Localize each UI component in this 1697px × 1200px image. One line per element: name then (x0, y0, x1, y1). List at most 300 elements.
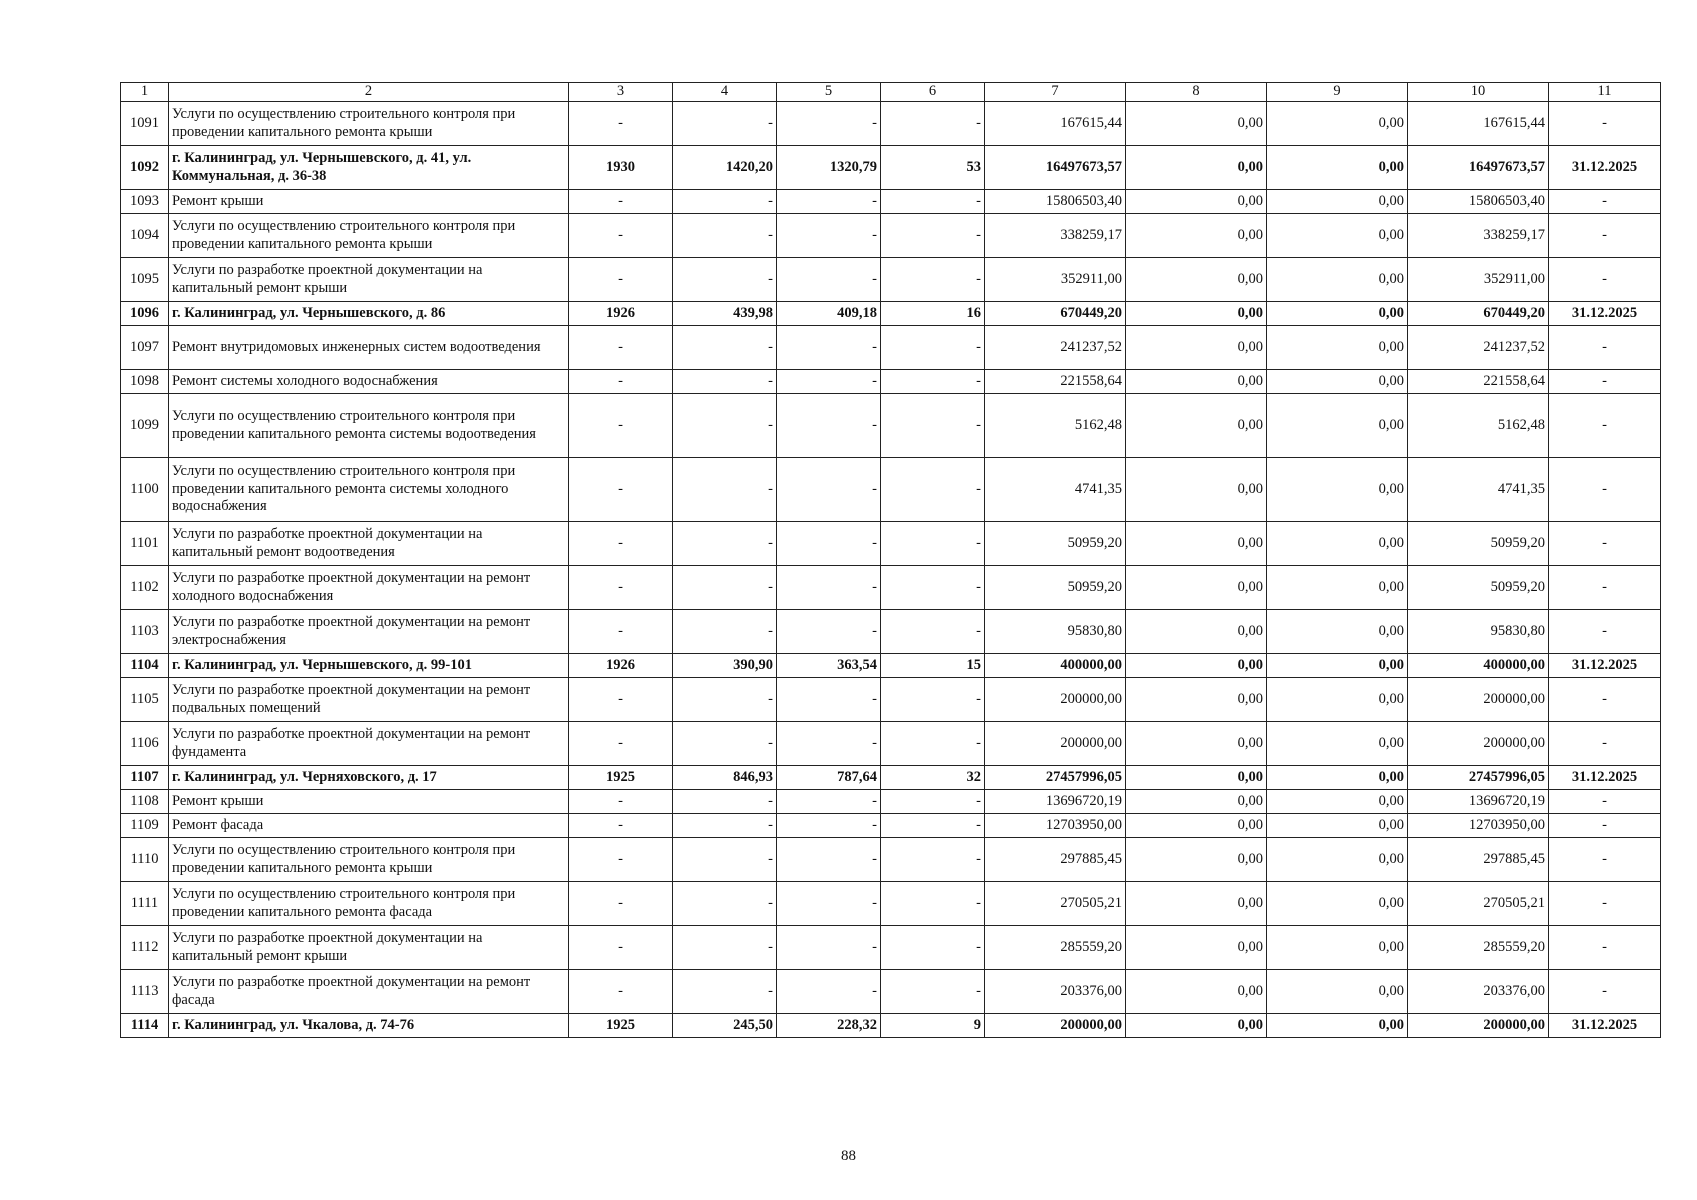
work-item-row (121, 790, 1661, 814)
residential-area-cell: - (777, 678, 881, 722)
work-item-row (121, 722, 1661, 766)
residents-count-cell: - (881, 790, 985, 814)
residential-area-cell: - (777, 970, 881, 1014)
budget-cost-cell: 0,00 (1267, 370, 1408, 394)
row-description-cell: Услуги по осуществлению строительного контроля при проведении капитального ремонта крыши (169, 214, 569, 258)
fund-cost-cell: 0,00 (1126, 1014, 1267, 1038)
total-area-cell: 390,90 (673, 654, 777, 678)
residential-area-cell: - (777, 394, 881, 458)
total-area-cell: - (673, 190, 777, 214)
row-description-cell: г. Калининград, ул. Черняховского, д. 17 (169, 766, 569, 790)
year-built-cell: - (569, 214, 673, 258)
completion-date-cell: - (1549, 458, 1661, 522)
residents-count-cell: - (881, 214, 985, 258)
row-number-cell: 1092 (121, 146, 169, 190)
fund-cost-cell: 0,00 (1126, 326, 1267, 370)
work-item-row (121, 214, 1661, 258)
owners-cost-cell: 338259,17 (1408, 214, 1549, 258)
row-number-cell: 1100 (121, 458, 169, 522)
column-header: 3 (569, 83, 673, 102)
row-description-cell: Услуги по разработке проектной документации на ремонт подвальных помещений (169, 678, 569, 722)
completion-date-cell: - (1549, 926, 1661, 970)
capital-repair-table (120, 82, 1661, 1038)
work-item-row (121, 882, 1661, 926)
budget-cost-cell: 0,00 (1267, 394, 1408, 458)
total-cost-cell: 241237,52 (985, 326, 1126, 370)
total-area-cell: - (673, 258, 777, 302)
residents-count-cell: 15 (881, 654, 985, 678)
year-built-cell: - (569, 678, 673, 722)
residential-area-cell: 787,64 (777, 766, 881, 790)
column-header: 6 (881, 83, 985, 102)
table-header-row (121, 83, 1661, 102)
residential-area-cell: - (777, 190, 881, 214)
year-built-cell: - (569, 970, 673, 1014)
residential-area-cell: - (777, 838, 881, 882)
total-area-cell: - (673, 102, 777, 146)
budget-cost-cell: 0,00 (1267, 458, 1408, 522)
completion-date-cell: - (1549, 326, 1661, 370)
total-area-cell: 1420,20 (673, 146, 777, 190)
year-built-cell: - (569, 394, 673, 458)
owners-cost-cell: 5162,48 (1408, 394, 1549, 458)
row-number-cell: 1113 (121, 970, 169, 1014)
row-number-cell: 1094 (121, 214, 169, 258)
residential-area-cell: - (777, 790, 881, 814)
residents-count-cell: - (881, 814, 985, 838)
row-number-cell: 1102 (121, 566, 169, 610)
residents-count-cell: 32 (881, 766, 985, 790)
owners-cost-cell: 270505,21 (1408, 882, 1549, 926)
owners-cost-cell: 50959,20 (1408, 566, 1549, 610)
row-number-cell: 1104 (121, 654, 169, 678)
row-number-cell: 1097 (121, 326, 169, 370)
total-cost-cell: 203376,00 (985, 970, 1126, 1014)
fund-cost-cell: 0,00 (1126, 522, 1267, 566)
row-number-cell: 1108 (121, 790, 169, 814)
fund-cost-cell: 0,00 (1126, 102, 1267, 146)
year-built-cell: - (569, 102, 673, 146)
owners-cost-cell: 27457996,05 (1408, 766, 1549, 790)
year-built-cell: - (569, 258, 673, 302)
total-cost-cell: 400000,00 (985, 654, 1126, 678)
year-built-cell: - (569, 566, 673, 610)
total-area-cell: 245,50 (673, 1014, 777, 1038)
fund-cost-cell: 0,00 (1126, 654, 1267, 678)
residents-count-cell: - (881, 678, 985, 722)
row-description-cell: Услуги по осуществлению строительного контроля при проведении капитального ремонта системы холодного водоснабжения (169, 458, 569, 522)
total-cost-cell: 297885,45 (985, 838, 1126, 882)
owners-cost-cell: 203376,00 (1408, 970, 1549, 1014)
total-area-cell: 846,93 (673, 766, 777, 790)
row-number-cell: 1107 (121, 766, 169, 790)
residents-count-cell: - (881, 566, 985, 610)
completion-date-cell: 31.12.2025 (1549, 146, 1661, 190)
row-number-cell: 1106 (121, 722, 169, 766)
row-description-cell: Услуги по разработке проектной документации на ремонт фасада (169, 970, 569, 1014)
fund-cost-cell: 0,00 (1126, 302, 1267, 326)
column-header: 5 (777, 83, 881, 102)
residents-count-cell: - (881, 326, 985, 370)
column-header: 1 (121, 83, 169, 102)
fund-cost-cell: 0,00 (1126, 394, 1267, 458)
year-built-cell: - (569, 610, 673, 654)
total-area-cell: - (673, 790, 777, 814)
total-cost-cell: 16497673,57 (985, 146, 1126, 190)
total-area-cell: - (673, 370, 777, 394)
row-description-cell: Ремонт системы холодного водоснабжения (169, 370, 569, 394)
row-description-cell: Услуги по разработке проектной документации на капитальный ремонт крыши (169, 258, 569, 302)
residential-area-cell: - (777, 566, 881, 610)
budget-cost-cell: 0,00 (1267, 722, 1408, 766)
residents-count-cell: - (881, 838, 985, 882)
total-cost-cell: 50959,20 (985, 522, 1126, 566)
row-description-cell: г. Калининград, ул. Чкалова, д. 74-76 (169, 1014, 569, 1038)
year-built-cell: - (569, 790, 673, 814)
column-header: 11 (1549, 83, 1661, 102)
address-row (121, 1014, 1661, 1038)
row-description-cell: Услуги по осуществлению строительного контроля при проведении капитального ремонта системы водоотведения (169, 394, 569, 458)
address-row (121, 302, 1661, 326)
year-built-cell: 1925 (569, 1014, 673, 1038)
year-built-cell: 1925 (569, 766, 673, 790)
row-number-cell: 1114 (121, 1014, 169, 1038)
year-built-cell: - (569, 190, 673, 214)
total-cost-cell: 200000,00 (985, 722, 1126, 766)
residential-area-cell: - (777, 926, 881, 970)
fund-cost-cell: 0,00 (1126, 722, 1267, 766)
total-cost-cell: 12703950,00 (985, 814, 1126, 838)
total-area-cell: - (673, 458, 777, 522)
completion-date-cell: - (1549, 970, 1661, 1014)
total-cost-cell: 285559,20 (985, 926, 1126, 970)
residential-area-cell: - (777, 522, 881, 566)
budget-cost-cell: 0,00 (1267, 1014, 1408, 1038)
fund-cost-cell: 0,00 (1126, 214, 1267, 258)
budget-cost-cell: 0,00 (1267, 214, 1408, 258)
budget-cost-cell: 0,00 (1267, 522, 1408, 566)
budget-cost-cell: 0,00 (1267, 566, 1408, 610)
total-area-cell: - (673, 838, 777, 882)
row-description-cell: Услуги по разработке проектной документации на ремонт электроснабжения (169, 610, 569, 654)
total-area-cell: - (673, 882, 777, 926)
total-cost-cell: 5162,48 (985, 394, 1126, 458)
residential-area-cell: - (777, 814, 881, 838)
residential-area-cell: - (777, 610, 881, 654)
row-number-cell: 1112 (121, 926, 169, 970)
budget-cost-cell: 0,00 (1267, 302, 1408, 326)
total-area-cell: - (673, 566, 777, 610)
row-number-cell: 1101 (121, 522, 169, 566)
row-number-cell: 1111 (121, 882, 169, 926)
total-cost-cell: 50959,20 (985, 566, 1126, 610)
total-cost-cell: 27457996,05 (985, 766, 1126, 790)
completion-date-cell: - (1549, 370, 1661, 394)
owners-cost-cell: 167615,44 (1408, 102, 1549, 146)
budget-cost-cell: 0,00 (1267, 258, 1408, 302)
completion-date-cell: 31.12.2025 (1549, 1014, 1661, 1038)
budget-cost-cell: 0,00 (1267, 654, 1408, 678)
fund-cost-cell: 0,00 (1126, 678, 1267, 722)
year-built-cell: - (569, 882, 673, 926)
completion-date-cell: - (1549, 190, 1661, 214)
budget-cost-cell: 0,00 (1267, 678, 1408, 722)
column-header: 10 (1408, 83, 1549, 102)
fund-cost-cell: 0,00 (1126, 790, 1267, 814)
year-built-cell: - (569, 926, 673, 970)
residents-count-cell: 53 (881, 146, 985, 190)
total-cost-cell: 15806503,40 (985, 190, 1126, 214)
work-item-row (121, 814, 1661, 838)
residents-count-cell: - (881, 882, 985, 926)
row-number-cell: 1093 (121, 190, 169, 214)
row-description-cell: Услуги по разработке проектной документации на капитальный ремонт крыши (169, 926, 569, 970)
residents-count-cell: 16 (881, 302, 985, 326)
residents-count-cell: - (881, 722, 985, 766)
residents-count-cell: - (881, 190, 985, 214)
total-cost-cell: 200000,00 (985, 1014, 1126, 1038)
residents-count-cell: - (881, 258, 985, 302)
budget-cost-cell: 0,00 (1267, 326, 1408, 370)
residential-area-cell: 1320,79 (777, 146, 881, 190)
completion-date-cell: - (1549, 566, 1661, 610)
residents-count-cell: - (881, 522, 985, 566)
total-cost-cell: 338259,17 (985, 214, 1126, 258)
year-built-cell: 1930 (569, 146, 673, 190)
column-header: 9 (1267, 83, 1408, 102)
completion-date-cell: - (1549, 102, 1661, 146)
budget-cost-cell: 0,00 (1267, 146, 1408, 190)
total-cost-cell: 221558,64 (985, 370, 1126, 394)
work-item-row (121, 678, 1661, 722)
residents-count-cell: - (881, 970, 985, 1014)
residential-area-cell: - (777, 326, 881, 370)
fund-cost-cell: 0,00 (1126, 146, 1267, 190)
year-built-cell: - (569, 838, 673, 882)
budget-cost-cell: 0,00 (1267, 190, 1408, 214)
owners-cost-cell: 297885,45 (1408, 838, 1549, 882)
row-number-cell: 1095 (121, 258, 169, 302)
row-description-cell: Услуги по осуществлению строительного контроля при проведении капитального ремонта крыши (169, 102, 569, 146)
fund-cost-cell: 0,00 (1126, 566, 1267, 610)
residents-count-cell: - (881, 458, 985, 522)
total-cost-cell: 4741,35 (985, 458, 1126, 522)
total-area-cell: - (673, 522, 777, 566)
residential-area-cell: - (777, 458, 881, 522)
address-row (121, 654, 1661, 678)
address-row (121, 766, 1661, 790)
owners-cost-cell: 50959,20 (1408, 522, 1549, 566)
row-description-cell: Ремонт крыши (169, 190, 569, 214)
total-cost-cell: 167615,44 (985, 102, 1126, 146)
completion-date-cell: - (1549, 678, 1661, 722)
year-built-cell: - (569, 722, 673, 766)
owners-cost-cell: 200000,00 (1408, 722, 1549, 766)
row-number-cell: 1103 (121, 610, 169, 654)
year-built-cell: - (569, 522, 673, 566)
total-area-cell: - (673, 326, 777, 370)
completion-date-cell: - (1549, 882, 1661, 926)
work-item-row (121, 522, 1661, 566)
total-area-cell: - (673, 926, 777, 970)
year-built-cell: - (569, 814, 673, 838)
residential-area-cell: - (777, 370, 881, 394)
row-number-cell: 1109 (121, 814, 169, 838)
year-built-cell: 1926 (569, 302, 673, 326)
completion-date-cell: 31.12.2025 (1549, 302, 1661, 326)
total-area-cell: - (673, 678, 777, 722)
row-number-cell: 1110 (121, 838, 169, 882)
total-area-cell: - (673, 394, 777, 458)
row-description-cell: г. Калининград, ул. Чернышевского, д. 99-101 (169, 654, 569, 678)
completion-date-cell: - (1549, 610, 1661, 654)
row-number-cell: 1099 (121, 394, 169, 458)
column-header: 4 (673, 83, 777, 102)
residential-area-cell: 409,18 (777, 302, 881, 326)
row-description-cell: Ремонт внутридомовых инженерных систем водоотведения (169, 326, 569, 370)
column-header: 7 (985, 83, 1126, 102)
work-item-row (121, 394, 1661, 458)
row-description-cell: Услуги по разработке проектной документации на ремонт фундамента (169, 722, 569, 766)
total-cost-cell: 200000,00 (985, 678, 1126, 722)
row-description-cell: Услуги по разработке проектной документации на капитальный ремонт водоотведения (169, 522, 569, 566)
total-area-cell: - (673, 722, 777, 766)
budget-cost-cell: 0,00 (1267, 790, 1408, 814)
fund-cost-cell: 0,00 (1126, 838, 1267, 882)
total-cost-cell: 352911,00 (985, 258, 1126, 302)
fund-cost-cell: 0,00 (1126, 970, 1267, 1014)
row-description-cell: Ремонт крыши (169, 790, 569, 814)
row-description-cell: Услуги по разработке проектной документации на ремонт холодного водоснабжения (169, 566, 569, 610)
owners-cost-cell: 12703950,00 (1408, 814, 1549, 838)
owners-cost-cell: 352911,00 (1408, 258, 1549, 302)
work-item-row (121, 566, 1661, 610)
completion-date-cell: - (1549, 394, 1661, 458)
completion-date-cell: - (1549, 722, 1661, 766)
budget-cost-cell: 0,00 (1267, 838, 1408, 882)
owners-cost-cell: 4741,35 (1408, 458, 1549, 522)
fund-cost-cell: 0,00 (1126, 458, 1267, 522)
fund-cost-cell: 0,00 (1126, 610, 1267, 654)
budget-cost-cell: 0,00 (1267, 970, 1408, 1014)
page-number: 88 (841, 1148, 856, 1164)
completion-date-cell: - (1549, 522, 1661, 566)
total-cost-cell: 95830,80 (985, 610, 1126, 654)
row-description-cell: Услуги по осуществлению строительного контроля при проведении капитального ремонта фасада (169, 882, 569, 926)
residential-area-cell: - (777, 214, 881, 258)
work-item-row (121, 258, 1661, 302)
total-area-cell: - (673, 970, 777, 1014)
residential-area-cell: - (777, 722, 881, 766)
budget-cost-cell: 0,00 (1267, 814, 1408, 838)
completion-date-cell: 31.12.2025 (1549, 654, 1661, 678)
row-number-cell: 1098 (121, 370, 169, 394)
row-number-cell: 1105 (121, 678, 169, 722)
fund-cost-cell: 0,00 (1126, 190, 1267, 214)
total-cost-cell: 670449,20 (985, 302, 1126, 326)
owners-cost-cell: 15806503,40 (1408, 190, 1549, 214)
completion-date-cell: - (1549, 258, 1661, 302)
owners-cost-cell: 200000,00 (1408, 678, 1549, 722)
budget-cost-cell: 0,00 (1267, 766, 1408, 790)
column-header: 8 (1126, 83, 1267, 102)
residents-count-cell: 9 (881, 1014, 985, 1038)
budget-cost-cell: 0,00 (1267, 926, 1408, 970)
owners-cost-cell: 95830,80 (1408, 610, 1549, 654)
work-item-row (121, 458, 1661, 522)
residential-area-cell: - (777, 102, 881, 146)
fund-cost-cell: 0,00 (1126, 814, 1267, 838)
work-item-row (121, 326, 1661, 370)
work-item-row (121, 926, 1661, 970)
year-built-cell: - (569, 326, 673, 370)
owners-cost-cell: 221558,64 (1408, 370, 1549, 394)
work-item-row (121, 370, 1661, 394)
year-built-cell: - (569, 458, 673, 522)
residential-area-cell: 363,54 (777, 654, 881, 678)
row-description-cell: Услуги по осуществлению строительного контроля при проведении капитального ремонта крыши (169, 838, 569, 882)
fund-cost-cell: 0,00 (1126, 766, 1267, 790)
completion-date-cell: - (1549, 214, 1661, 258)
work-item-row (121, 610, 1661, 654)
year-built-cell: 1926 (569, 654, 673, 678)
owners-cost-cell: 16497673,57 (1408, 146, 1549, 190)
budget-cost-cell: 0,00 (1267, 610, 1408, 654)
work-item-row (121, 190, 1661, 214)
address-row (121, 146, 1661, 190)
total-area-cell: 439,98 (673, 302, 777, 326)
budget-cost-cell: 0,00 (1267, 102, 1408, 146)
residents-count-cell: - (881, 610, 985, 654)
total-cost-cell: 270505,21 (985, 882, 1126, 926)
total-cost-cell: 13696720,19 (985, 790, 1126, 814)
owners-cost-cell: 200000,00 (1408, 1014, 1549, 1038)
budget-cost-cell: 0,00 (1267, 882, 1408, 926)
completion-date-cell: 31.12.2025 (1549, 766, 1661, 790)
total-area-cell: - (673, 214, 777, 258)
fund-cost-cell: 0,00 (1126, 370, 1267, 394)
completion-date-cell: - (1549, 814, 1661, 838)
row-number-cell: 1096 (121, 302, 169, 326)
total-area-cell: - (673, 814, 777, 838)
owners-cost-cell: 285559,20 (1408, 926, 1549, 970)
row-description-cell: г. Калининград, ул. Чернышевского, д. 86 (169, 302, 569, 326)
fund-cost-cell: 0,00 (1126, 258, 1267, 302)
completion-date-cell: - (1549, 790, 1661, 814)
work-item-row (121, 838, 1661, 882)
row-description-cell: Ремонт фасада (169, 814, 569, 838)
residential-area-cell: 228,32 (777, 1014, 881, 1038)
owners-cost-cell: 670449,20 (1408, 302, 1549, 326)
total-area-cell: - (673, 610, 777, 654)
work-item-row (121, 970, 1661, 1014)
fund-cost-cell: 0,00 (1126, 882, 1267, 926)
residents-count-cell: - (881, 370, 985, 394)
residents-count-cell: - (881, 926, 985, 970)
owners-cost-cell: 241237,52 (1408, 326, 1549, 370)
owners-cost-cell: 13696720,19 (1408, 790, 1549, 814)
owners-cost-cell: 400000,00 (1408, 654, 1549, 678)
work-item-row (121, 102, 1661, 146)
residential-area-cell: - (777, 258, 881, 302)
row-number-cell: 1091 (121, 102, 169, 146)
residents-count-cell: - (881, 394, 985, 458)
row-description-cell: г. Калининград, ул. Чернышевского, д. 41, ул. Коммунальная, д. 36-38 (169, 146, 569, 190)
column-header: 2 (169, 83, 569, 102)
year-built-cell: - (569, 370, 673, 394)
residential-area-cell: - (777, 882, 881, 926)
completion-date-cell: - (1549, 838, 1661, 882)
